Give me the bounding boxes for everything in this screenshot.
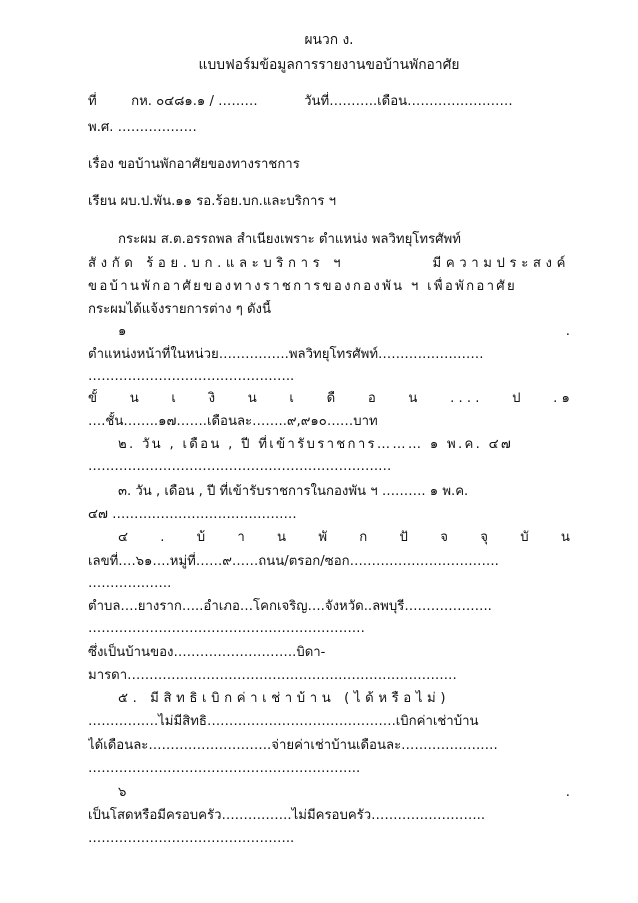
item-5-heading: ๕. มีสิทธิเบิกค่าเช่าบ้าน (ได้หรือไม่)	[118, 691, 451, 706]
item-4-owner-cont: มารดา…………………………………………………………………	[88, 668, 457, 683]
item-3-year: ๔๗ ……………………………………	[88, 507, 297, 522]
salary-char: อ	[367, 391, 376, 406]
salary-char: . . . .	[450, 391, 480, 406]
intro-line-1: กระผม ส.ต.อรรถพล สำเนียงเพราะ ตำแหน่ง พลวิทยุโทรศัพท์	[118, 232, 461, 247]
item-1-dot: .	[565, 324, 570, 339]
address-heading-char: บั	[520, 530, 529, 545]
item-4-location: ตำบล….ยางราก…..อำเภอ…โคกเจริญ….จังหวัด..ลพบุรี………………..	[88, 599, 492, 614]
address-heading-char: น	[277, 530, 287, 545]
item-1-salary-value: ….ชั้น……..๑๗…….เดือนละ……..๙,๙๑๐……บาท	[88, 414, 378, 429]
recipient-line: เรียน ผบ.ป.พัน.๑๑ รอ.ร้อย.บก.และบริการ ฯ	[88, 194, 337, 209]
salary-char: ป	[512, 391, 521, 406]
address-heading-char: .	[160, 530, 165, 545]
item-6-dot: .	[565, 785, 570, 800]
address-heading-char: น	[560, 530, 570, 545]
salary-char: น	[129, 391, 139, 406]
item-1-salary-heading	[88, 389, 570, 409]
address-heading-char: า	[237, 530, 245, 545]
intro-unit: สังกัด ร้อย.บก.และบริการ ฯ	[88, 256, 346, 271]
intro-purpose: มีความประสงค์	[432, 256, 570, 271]
item-5-blank: ……………………………………………………..	[88, 761, 361, 776]
intro-line-2	[88, 254, 570, 274]
item-4-blank-2: ………………………………………………………	[88, 621, 365, 636]
item-2-service-date: ๒. วัน , เดือน , ปี ที่เข้ารับราชการ……… ๑ พ.ค. ๔๗	[118, 437, 514, 452]
item-1-blank: ………………………………………..	[88, 369, 295, 384]
item-4-house-number: เลขที่….๖๑….หมู่ที่……๙……ถนน/ตรอก/ซอก…………………………….	[88, 554, 499, 569]
salary-char: น	[247, 391, 257, 406]
salary-char: ดื	[326, 391, 336, 406]
item-4-heading	[88, 528, 570, 548]
address-heading-char: ปั	[399, 530, 408, 545]
salary-char: เ	[171, 391, 176, 406]
item-1-position: ตำแหน่งหน้าที่ในหน่วย…………….พลวิทยุโทรศัพท์……………………	[88, 347, 484, 362]
year-field: พ.ศ. ………………	[88, 120, 197, 135]
salary-char: . ๑	[553, 391, 570, 406]
salary-char: งิ	[208, 391, 216, 406]
item-5-rent-right: …………….ไม่มีสิทธิ…………………………………….เบิกค่าเช่าบ้าน	[88, 714, 479, 729]
intro-line-4: กระผมได้แจ้งรายการต่าง ๆ ดังนี้	[88, 302, 272, 317]
address-heading-char: บ้	[196, 530, 206, 545]
item-1-number: ๑	[118, 324, 127, 339]
address-heading-char: จ	[440, 530, 448, 545]
item-6-blank: ………………………………………..	[88, 831, 295, 846]
item-5-rent-amount: ได้เดือนละ……………………….จ่ายค่าเช่าบ้านเดือนละ………………….	[88, 738, 498, 753]
reference-label: ที่	[88, 94, 97, 109]
item-6-heading	[88, 783, 570, 803]
date-field: วันที่………..เดือน……………………	[304, 94, 513, 109]
item-2-blank: ……………………………………………………………	[88, 459, 392, 474]
address-heading-char: พั	[318, 530, 328, 545]
address-heading-char: ก	[359, 530, 368, 545]
salary-char: เ	[289, 391, 294, 406]
address-heading-char: ๔	[118, 530, 128, 545]
annex-label: ผนวก ง.	[304, 32, 354, 48]
item-4-blank: ……………….	[88, 576, 172, 591]
item-6-number: ๖	[118, 785, 127, 800]
reference-line	[88, 92, 570, 112]
item-6-marital-status: เป็นโสดหรือมีครอบครัว…………….ไม่มีครอบครัว……………………..	[88, 808, 486, 823]
form-title: แบบฟอร์มข้อมูลการรายงานขอบ้านพักอาศัย	[198, 57, 460, 73]
item-1-heading	[88, 322, 570, 342]
intro-line-3: ขอบ้านพักอาศัยของทางราชการของกองพัน ฯ เพื่อพักอาศัย	[88, 279, 517, 294]
item-3-unit-date: ๓. วัน , เดือน , ปี ที่เข้ารับราชการในกองพัน ฯ ………. ๑ พ.ค.	[118, 484, 469, 499]
address-heading-char: จุ	[480, 530, 488, 545]
subject-line: เรื่อง ขอบ้านพักอาศัยของทางราชการ	[88, 157, 300, 172]
salary-char: ขั้	[88, 391, 98, 406]
item-4-owner: ซึ่งเป็นบ้านของ……………………….บิดา-	[88, 645, 326, 660]
salary-char: น	[408, 391, 418, 406]
reference-number: กห. ๐๔๘๑.๑ / ………	[131, 94, 258, 109]
